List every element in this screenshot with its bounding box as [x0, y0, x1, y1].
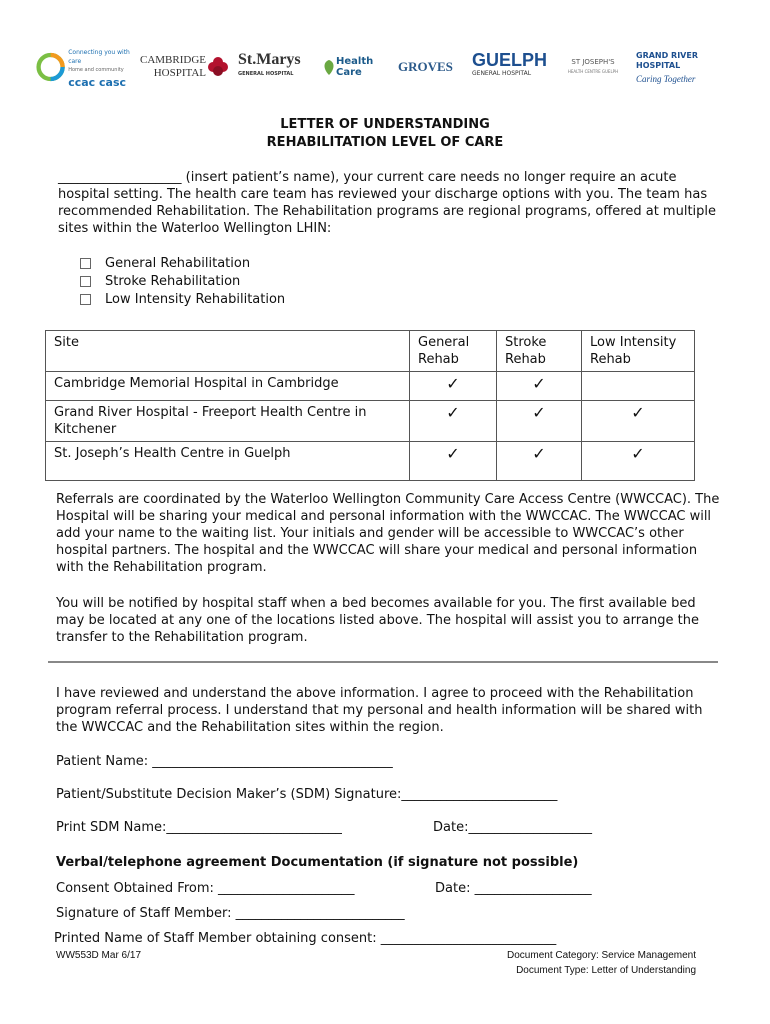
staff-signature-field[interactable]: Signature of Staff Member: __________________________ — [56, 906, 405, 921]
title-line2: REHABILITATION LEVEL OF CARE — [266, 135, 504, 150]
table-row — [46, 442, 695, 481]
health-care-name: Health Care — [336, 56, 374, 78]
header-site: Site — [46, 331, 410, 372]
grand-river-logo — [636, 38, 702, 96]
checkbox-icon — [80, 276, 91, 287]
option-label: Low Intensity Rehabilitation — [105, 292, 286, 307]
stjosephs-sub: HEALTH CENTRE GUELPH — [567, 69, 619, 74]
table-row — [46, 372, 695, 401]
site-name: Grand River Hospital - Freeport Health Centre in Kitchener — [46, 401, 410, 442]
check-icon — [582, 372, 695, 401]
ccac-name: ccac casc — [68, 75, 127, 89]
stjosephs-name: ST JOSEPH'S — [571, 58, 615, 66]
stjosephs-logo — [564, 38, 622, 96]
agreement-paragraph: I have reviewed and understand the above information. I agree to proceed with the Rehabilitation program referral process. I understand that my personal and health information will be shared with the WWCCAC and the Rehabilitation sites within the region. — [56, 686, 703, 735]
table-row — [46, 401, 695, 442]
intro-paragraph: ___________________ (insert patient’s name), your current care needs no longer require an acute hospital setting. The health care team has reviewed your discharge options with you. The team has recommended Rehabilitation. The Rehabilitation programs are regional programs, offered at multiple sites within the Waterloo Wellington LHIN: — [58, 170, 717, 236]
checkbox-icon — [80, 294, 91, 305]
cambridge-sub: HOSPITAL — [153, 67, 207, 79]
cambridge-name: CAMBRIDGE — [140, 54, 207, 66]
ccac-tagline: Connecting you with care — [68, 48, 130, 65]
stmarys-logo — [238, 38, 312, 96]
heart-leaf-icon — [322, 57, 336, 77]
check-icon: ✓ — [410, 401, 497, 442]
flower-icon — [208, 56, 228, 78]
sites-table — [45, 330, 695, 481]
stmarys-name: St.Marys — [238, 51, 301, 68]
sdm-signature-field[interactable]: Patient/Substitute Decision Maker’s (SDM) Signature:________________________ — [56, 787, 558, 802]
option-label: Stroke Rehabilitation — [105, 274, 241, 289]
ccac-circle-icon — [36, 50, 65, 84]
document-code: WW553D Mar 6/17 — [56, 950, 142, 961]
groves-name: GROVES — [398, 59, 453, 74]
check-icon: ✓ — [410, 372, 497, 401]
divider — [48, 661, 718, 663]
groves-logo — [398, 38, 454, 96]
stmarys-sub: GENERAL HOSPITAL — [238, 71, 294, 77]
check-icon: ✓ — [582, 401, 695, 442]
guelph-name: GUELPH — [472, 50, 548, 70]
grand-river-sub: Caring Together — [636, 73, 696, 84]
guelph-sub: GENERAL HOSPITAL — [472, 70, 532, 77]
date-field[interactable]: Date:___________________ — [433, 820, 592, 835]
verbal-heading: Verbal/telephone agreement Documentation (if signature not possible) — [56, 855, 579, 870]
check-icon: ✓ — [497, 442, 582, 481]
option-label: General Rehabilitation — [105, 256, 251, 271]
cambridge-logo — [140, 38, 232, 96]
check-icon: ✓ — [497, 401, 582, 442]
check-icon: ✓ — [497, 372, 582, 401]
ccac-logo — [36, 38, 134, 96]
header-stroke: Stroke Rehab — [497, 331, 582, 372]
consent-date-field[interactable]: Date: __________________ — [435, 881, 592, 896]
header-low-intensity: Low Intensity Rehab — [582, 331, 695, 372]
header-general: General Rehab — [410, 331, 497, 372]
document-type: Document Type: Letter of Understanding — [516, 965, 696, 976]
referrals-paragraph: Referrals are coordinated by the Waterloo Wellington Community Care Access Centre (WWCCAC). The Hospital will be sharing your medical and personal information with the WWCCAC. The WWCCAC will add your name to the waiting list. Your initials and gender will be accessible to WWCCAC’s other hospital partners. The hospital and the WWCCAC will share your medical and personal information with the Rehabilitation program. — [56, 492, 720, 575]
consent-obtained-from-field[interactable]: Consent Obtained From: _____________________ — [56, 881, 355, 896]
ccac-subline: Home and community — [68, 66, 124, 73]
check-icon: ✓ — [410, 442, 497, 481]
check-icon: ✓ — [582, 442, 695, 481]
option-general-rehab — [80, 255, 250, 273]
checkbox-icon — [80, 258, 91, 269]
patient-name-field[interactable]: Patient Name: _____________________________________ — [56, 754, 393, 769]
health-care-logo — [322, 38, 378, 96]
option-low-intensity-rehab — [80, 291, 285, 309]
site-name: Cambridge Memorial Hospital in Cambridge — [46, 372, 410, 401]
site-name: St. Joseph’s Health Centre in Guelph — [46, 442, 410, 481]
table-header-row — [46, 331, 695, 372]
guelph-logo — [472, 38, 552, 96]
grand-river-name: GRAND RIVER HOSPITAL — [636, 50, 698, 70]
title-line1: LETTER OF UNDERSTANDING — [280, 117, 490, 132]
printed-staff-name-field[interactable]: Printed Name of Staff Member obtaining consent: ___________________________ — [54, 931, 557, 946]
print-sdm-name-field[interactable]: Print SDM Name:___________________________ — [56, 820, 342, 835]
option-stroke-rehab — [80, 273, 240, 291]
notified-paragraph: You will be notified by hospital staff when a bed becomes available for you. The first available bed may be located at any one of the locations listed above. The hospital will assist you to arrange the transfer to the Rehabilitation program. — [56, 596, 699, 645]
document-category: Document Category: Service Management — [507, 950, 696, 961]
